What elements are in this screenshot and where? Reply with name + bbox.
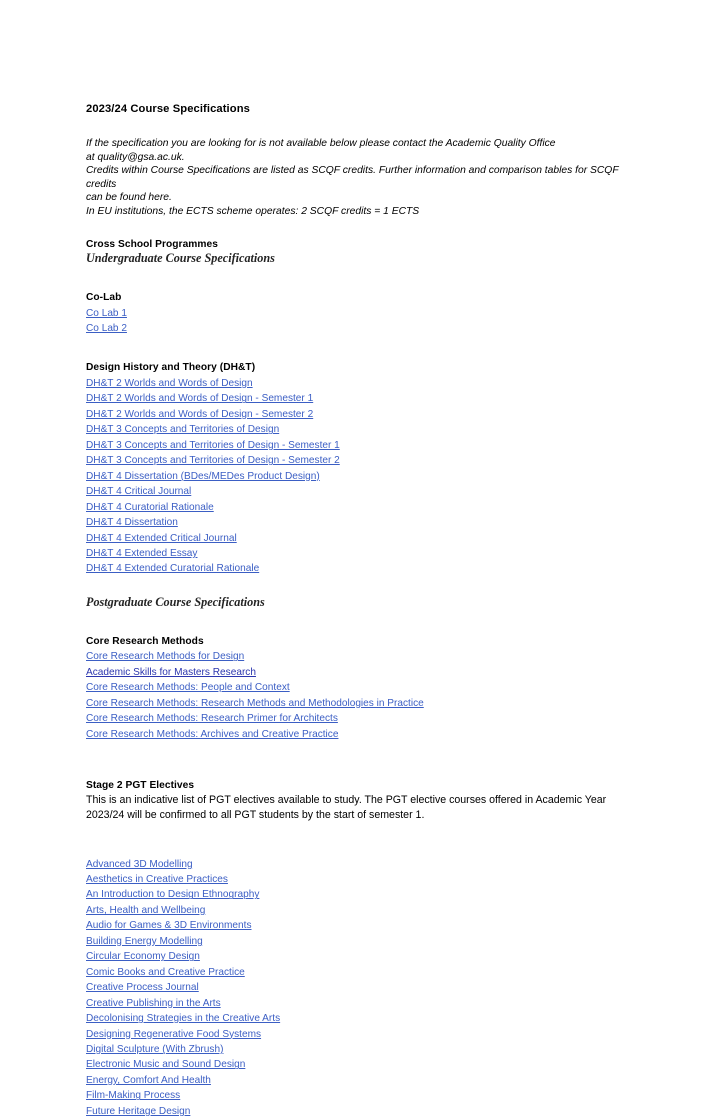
course-link[interactable]: Core Research Methods: Research Primer for Architects [86,713,338,725]
list-item [86,437,632,452]
list-item [86,886,632,901]
course-link[interactable]: Academic Skills for Masters Research [86,666,256,678]
intro-line-1: If the specification you are looking for is not available below please contact the Academic Quality Office [86,138,556,149]
section-heading-design-history-and-theory: Design History and Theory (DH&T) [86,362,256,374]
list-item [86,1056,632,1071]
course-link[interactable]: Future Heritage Design [86,1105,191,1117]
section-heading-cross-school-programmes: Cross School Programmes [86,238,218,250]
list-item [86,468,632,483]
section-heading-core-research-methods: Core Research Methods [86,635,204,647]
list-item [86,871,632,886]
link-list-co-lab [86,305,632,336]
course-link[interactable]: Creative Process Journal [86,982,199,994]
course-link[interactable]: DH&T 4 Extended Critical Journal [86,532,237,544]
course-link[interactable]: DH&T 3 Concepts and Territories of Design - Semester 2 [86,455,340,467]
course-link[interactable]: DH&T 4 Dissertation [86,517,178,529]
section-heading-stage-2-pgt-electives: Stage 2 PGT Electives [86,780,195,792]
pgt-electives-description: This is an indicative list of PGT electives available to study. The PGT elective courses offered in Academic Year 2023/24 will be confirmed to all PGT students by the start of semester 1. [86,793,607,822]
spacer [86,335,632,361]
course-link[interactable]: Circular Economy Design [86,951,200,963]
course-link[interactable]: DH&T 4 Curatorial Rationale [86,501,214,513]
list-item [86,406,632,421]
list-item [86,664,632,679]
spacer [86,576,632,595]
list-item [86,648,632,663]
list-item [86,305,632,320]
course-link[interactable]: DH&T 2 Worlds and Words of Design - Semester 2 [86,408,314,420]
course-link[interactable]: DH&T 3 Concepts and Territories of Design [86,424,280,436]
list-item [86,1072,632,1087]
course-link[interactable]: Energy, Comfort And Health [86,1074,211,1086]
list-item [86,726,632,741]
list-item [86,902,632,917]
list-item [86,856,632,871]
list-item [86,948,632,963]
list-item [86,421,632,436]
course-link[interactable]: DH&T 4 Extended Curatorial Rationale [86,563,260,575]
course-link[interactable]: Audio for Games & 3D Environments [86,920,252,932]
list-item [86,390,632,405]
list-item [86,483,632,498]
intro-line-5: In EU institutions, the ECTS scheme operates: 2 SCQF credits = 1 ECTS [86,205,420,217]
list-item [86,1087,632,1102]
list-item [86,695,632,710]
course-link[interactable]: Building Energy Modelling [86,935,203,947]
course-link[interactable]: DH&T 4 Dissertation (BDes/MEDes Product Design) [86,470,320,482]
link-list-dht [86,375,632,576]
course-link[interactable]: DH&T 2 Worlds and Words of Design [86,377,253,389]
course-link[interactable]: Arts, Health and Wellbeing [86,904,206,916]
list-item [86,933,632,948]
course-link[interactable]: Co Lab 1 [86,307,127,319]
course-link[interactable]: An Introduction to Design Ethnography [86,889,260,901]
course-link[interactable]: Co Lab 2 [86,323,127,335]
course-link[interactable]: Digital Sculpture (With Zbrush) [86,1044,224,1056]
intro-line-2: at quality@gsa.ac.uk. [86,151,185,163]
course-link[interactable]: Film-Making Process [86,1090,181,1102]
page-title: 2023/24 Course Specifications [86,103,250,115]
document-content [86,102,632,1118]
course-link[interactable]: DH&T 4 Critical Journal [86,486,192,498]
section-heading-co-lab: Co-Lab [86,292,122,304]
list-item [86,1103,632,1118]
course-link[interactable]: Creative Publishing in the Arts [86,997,221,1009]
course-link[interactable]: Aesthetics in Creative Practices [86,874,228,886]
list-item [86,979,632,994]
course-link[interactable]: DH&T 3 Concepts and Territories of Design - Semester 1 [86,439,340,451]
course-link[interactable]: Core Research Methods: Research Methods and Methodologies in Practice [86,697,424,709]
list-item [86,710,632,725]
course-link[interactable]: Decolonising Strategies in the Creative Arts [86,1013,281,1025]
course-link[interactable]: Advanced 3D Modelling [86,858,193,870]
course-link[interactable]: Electronic Music and Sound Design [86,1059,246,1071]
course-link[interactable]: DH&T 4 Extended Essay [86,547,198,559]
course-link[interactable]: Core Research Methods: People and Context [86,682,290,694]
list-item [86,995,632,1010]
link-list-core-research-methods [86,648,632,741]
course-link[interactable]: Core Research Methods: Archives and Creative Practice [86,728,339,740]
spacer [86,609,632,635]
course-link[interactable]: Designing Regenerative Food Systems [86,1028,262,1040]
spacer [86,824,632,856]
list-item [86,514,632,529]
course-link[interactable]: Core Research Methods for Design [86,651,245,663]
link-list-pgt-electives [86,856,632,1118]
spacer [86,741,632,779]
list-item [86,1041,632,1056]
list-item [86,1010,632,1025]
list-item [86,545,632,560]
list-item [86,452,632,467]
intro-paragraph [86,137,632,219]
list-item [86,499,632,514]
subheading-undergraduate-course-specifications: Undergraduate Course Specifications [86,251,275,266]
list-item [86,320,632,335]
list-item [86,917,632,932]
subheading-postgraduate-course-specifications: Postgraduate Course Specifications [86,594,265,609]
intro-line-4: can be found here. [86,192,172,204]
list-item [86,375,632,390]
course-link[interactable]: DH&T 2 Worlds and Words of Design - Semester 1 [86,393,314,405]
spacer [86,265,632,291]
list-item [86,964,632,979]
list-item [86,679,632,694]
list-item [86,530,632,545]
intro-line-3: Credits within Course Specifications are listed as SCQF credits. Further information and comparison tables for SCQF credits [86,165,619,190]
course-link[interactable]: Comic Books and Creative Practice [86,966,245,978]
list-item [86,560,632,575]
list-item [86,1026,632,1041]
